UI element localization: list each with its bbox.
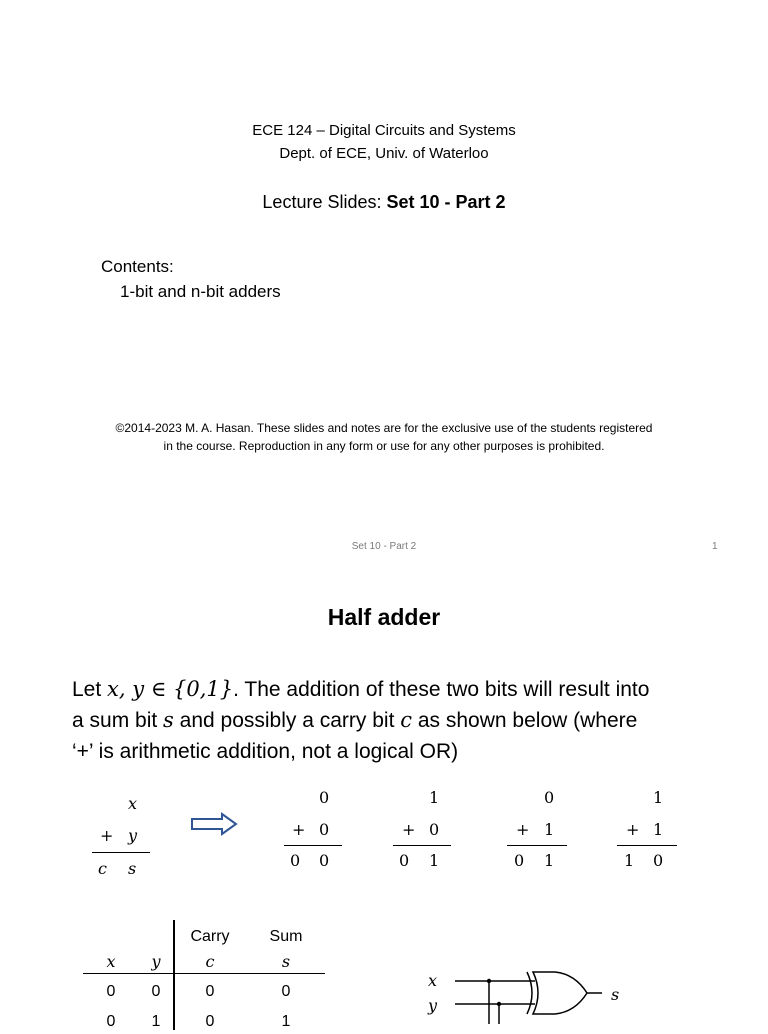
department: Dept. of ECE, Univ. of Waterloo <box>279 145 489 162</box>
truth-table <box>83 925 325 1034</box>
lecture-title-set: Set 10 - Part 2 <box>386 192 506 212</box>
slide-footer: Set 10 - Part 2 <box>351 541 417 552</box>
math-c: c <box>400 708 413 732</box>
example-top: 1 <box>429 788 440 807</box>
cell: 0 <box>106 1013 116 1030</box>
lecture-title-prefix: Lecture Slides: <box>262 192 387 212</box>
table-header-row <box>83 925 325 949</box>
sum-line <box>92 852 150 853</box>
example-top: 0 <box>319 788 330 807</box>
para-text: Let <box>72 678 108 701</box>
copyright-notice <box>0 419 768 455</box>
example-bottom: 0 <box>319 820 330 839</box>
example-top: 1 <box>653 788 664 807</box>
copyright-line-2: in the course. Reproduction in any form or use for any other purposes is prohibited. <box>163 439 605 453</box>
col-s: s <box>281 951 291 971</box>
sum-line <box>507 845 567 846</box>
para-line-1 <box>72 674 742 705</box>
generic-y: y <box>128 826 138 845</box>
para-line-3: ‘+’ is arithmetic addition, not a logical OR) <box>72 740 459 763</box>
contents-label: Contents: <box>101 257 174 276</box>
cell: 1 <box>281 1013 291 1030</box>
example-sum: 1 <box>544 851 555 870</box>
header-carry: Carry <box>190 928 230 945</box>
col-x: x <box>106 951 116 971</box>
right-arrow-icon <box>190 812 240 836</box>
cell: 0 <box>151 983 161 1000</box>
circuit-input-x: x <box>428 971 438 990</box>
xor-gate-icon <box>440 960 610 1024</box>
example-carry: 0 <box>514 851 525 870</box>
example-sum: 0 <box>319 851 330 870</box>
sum-line <box>393 845 451 846</box>
cell: 0 <box>205 1013 215 1030</box>
page-number: 1 <box>712 541 718 552</box>
table-subheader-row <box>83 949 325 974</box>
para-text: . The addition of these two bits will result into <box>233 678 650 701</box>
col-y: y <box>151 951 161 971</box>
slide-heading: Half adder <box>327 604 441 630</box>
contents-item: 1-bit and n-bit adders <box>120 282 281 301</box>
example-carry: 0 <box>399 851 410 870</box>
math-s: s <box>163 708 174 732</box>
cell: 1 <box>151 1013 161 1030</box>
header-sum: Sum <box>269 928 303 945</box>
lecture-title <box>0 192 768 213</box>
example-top: 0 <box>544 788 555 807</box>
copyright-line-1: ©2014-2023 M. A. Hasan. These slides and notes are for the exclusive use of the students registered <box>115 421 653 435</box>
para-text: and possibly a carry bit <box>173 709 401 732</box>
example-plus: + <box>292 820 306 839</box>
circuit-input-y: y <box>428 996 438 1015</box>
cell: 0 <box>205 983 215 1000</box>
example-plus: + <box>626 820 640 839</box>
contents-block <box>101 254 281 304</box>
example-bottom: 1 <box>544 820 555 839</box>
generic-x: x <box>128 794 138 813</box>
example-plus: + <box>516 820 530 839</box>
example-bottom: 0 <box>429 820 440 839</box>
generic-plus: + <box>100 826 114 845</box>
table-row <box>83 1004 325 1034</box>
math-set: x, y ∈ {0,1} <box>107 677 234 701</box>
example-sum: 1 <box>429 851 440 870</box>
circuit-output-s: s <box>611 985 620 1004</box>
para-text: a sum bit <box>72 709 164 732</box>
para-line-2 <box>72 705 742 736</box>
table-row <box>83 974 325 1005</box>
sum-line <box>284 845 342 846</box>
example-carry: 1 <box>624 851 635 870</box>
generic-s: s <box>128 859 137 878</box>
sum-line <box>617 845 677 846</box>
cell: 0 <box>106 983 116 1000</box>
example-carry: 0 <box>290 851 301 870</box>
example-sum: 0 <box>653 851 664 870</box>
course-info <box>0 119 768 165</box>
col-c: c <box>205 951 215 971</box>
para-text: as shown below (where <box>412 709 638 732</box>
cell: 0 <box>281 983 291 1000</box>
example-plus: + <box>402 820 416 839</box>
course-title: ECE 124 – Digital Circuits and Systems <box>252 122 516 139</box>
generic-c: c <box>98 859 107 878</box>
intro-paragraph <box>72 674 742 767</box>
example-bottom: 1 <box>653 820 664 839</box>
